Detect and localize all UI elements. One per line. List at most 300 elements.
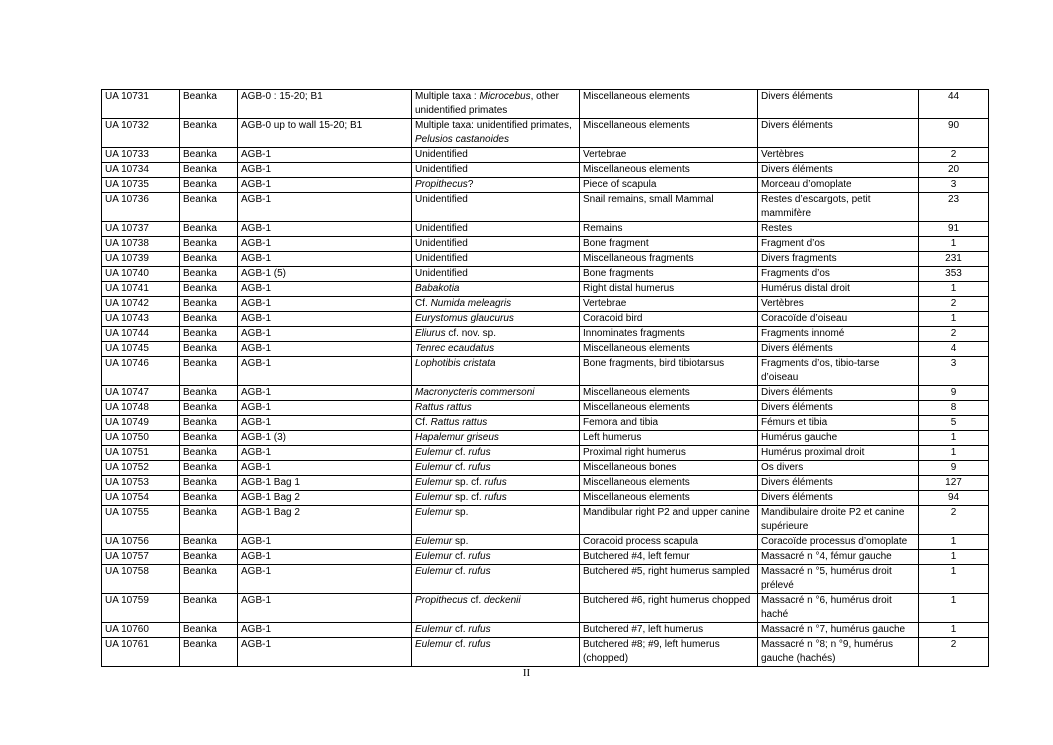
taxon-text-part: cf. (452, 639, 469, 650)
element-english-cell: Miscellaneous elements (580, 163, 758, 178)
table-row (102, 148, 989, 163)
element-french-cell: Restes d’escargots, petit mammifère (758, 193, 919, 222)
count-cell: 2 (919, 327, 989, 342)
table-row (102, 342, 989, 357)
site-cell: Beanka (180, 506, 238, 535)
site-cell: Beanka (180, 446, 238, 461)
site-cell: Beanka (180, 535, 238, 550)
locality-cell: AGB-1 (238, 535, 412, 550)
taxon-text-part: ? (467, 179, 474, 190)
taxon-cell (412, 148, 580, 163)
element-english-cell: Proximal right humerus (580, 446, 758, 461)
count-cell: 1 (919, 623, 989, 638)
taxon-text-part: cf. (467, 595, 484, 606)
locality-cell: AGB-1 (238, 342, 412, 357)
table-row (102, 550, 989, 565)
element-french-cell: Humérus gauche (758, 431, 919, 446)
element-french-cell: Fragments d’os, tibio-tarse d’oiseau (758, 357, 919, 386)
element-english-cell: Butchered #4, left femur (580, 550, 758, 565)
taxon-cell (412, 638, 580, 667)
locality-cell: AGB-1 (238, 312, 412, 327)
taxon-italic-part: Eulemur (415, 566, 453, 577)
element-english-cell: Butchered #8; #9, left humerus (chopped) (580, 638, 758, 667)
site-cell: Beanka (180, 461, 238, 476)
catalog-number-cell: UA 10731 (102, 90, 180, 119)
taxon-text-part: cf. (452, 462, 469, 473)
element-french-cell: Humérus distal droit (758, 282, 919, 297)
catalog-number-cell: UA 10755 (102, 506, 180, 535)
taxon-italic-part: rufus (484, 477, 507, 488)
taxon-italic-part: rufus (468, 462, 491, 473)
site-cell: Beanka (180, 565, 238, 594)
element-french-cell: Coracoïde d’oiseau (758, 312, 919, 327)
catalog-number-cell: UA 10738 (102, 237, 180, 252)
catalog-number-cell: UA 10761 (102, 638, 180, 667)
taxon-italic-part: Lophotibis cristata (415, 358, 496, 369)
catalog-number-cell: UA 10744 (102, 327, 180, 342)
locality-cell: AGB-1 (238, 222, 412, 237)
table-row (102, 506, 989, 535)
element-english-cell: Miscellaneous bones (580, 461, 758, 476)
catalog-number-cell: UA 10760 (102, 623, 180, 638)
taxon-cell (412, 416, 580, 431)
locality-cell: AGB-1 (238, 282, 412, 297)
element-french-cell: Mandibulaire droite P2 et canine supérieure (758, 506, 919, 535)
table-row (102, 163, 989, 178)
element-french-cell: Fragments innomé (758, 327, 919, 342)
count-cell: 1 (919, 282, 989, 297)
taxon-text-part: Unidentified (415, 238, 468, 249)
element-french-cell: Divers éléments (758, 476, 919, 491)
locality-cell: AGB-1 (238, 252, 412, 267)
count-cell: 90 (919, 119, 989, 148)
taxon-italic-part: Eulemur (415, 477, 453, 488)
taxon-italic-part: Eulemur (415, 447, 453, 458)
taxon-cell (412, 327, 580, 342)
taxon-cell (412, 193, 580, 222)
table-row (102, 431, 989, 446)
taxon-cell (412, 386, 580, 401)
taxon-italic-part: Rattus rattus (415, 402, 472, 413)
element-french-cell: Os divers (758, 461, 919, 476)
taxon-italic-part: Babakotia (415, 283, 460, 294)
element-english-cell: Left humerus (580, 431, 758, 446)
taxon-cell (412, 565, 580, 594)
catalog-number-cell: UA 10732 (102, 119, 180, 148)
site-cell: Beanka (180, 90, 238, 119)
taxon-cell (412, 446, 580, 461)
element-english-cell: Miscellaneous elements (580, 119, 758, 148)
count-cell: 1 (919, 431, 989, 446)
element-english-cell: Snail remains, small Mammal (580, 193, 758, 222)
catalog-number-cell: UA 10742 (102, 297, 180, 312)
site-cell: Beanka (180, 476, 238, 491)
site-cell: Beanka (180, 119, 238, 148)
table-row (102, 282, 989, 297)
taxon-italic-part: rufus (468, 566, 491, 577)
element-french-cell: Divers éléments (758, 119, 919, 148)
element-english-cell: Right distal humerus (580, 282, 758, 297)
table-row (102, 638, 989, 667)
site-cell: Beanka (180, 237, 238, 252)
site-cell: Beanka (180, 386, 238, 401)
locality-cell: AGB-1 (238, 401, 412, 416)
count-cell: 1 (919, 565, 989, 594)
specimen-catalog-table (101, 89, 989, 667)
catalog-number-cell: UA 10751 (102, 446, 180, 461)
table-row (102, 401, 989, 416)
taxon-text-part: Multiple taxa: unidentified primates, (415, 120, 572, 131)
taxon-text-part: Unidentified (415, 253, 468, 264)
count-cell: 1 (919, 446, 989, 461)
catalog-number-cell: UA 10747 (102, 386, 180, 401)
element-french-cell: Massacré n °4, fémur gauche (758, 550, 919, 565)
taxon-text-part: cf. (452, 566, 469, 577)
count-cell: 94 (919, 491, 989, 506)
taxon-cell (412, 476, 580, 491)
catalog-number-cell: UA 10752 (102, 461, 180, 476)
site-cell: Beanka (180, 401, 238, 416)
locality-cell: AGB-1 Bag 2 (238, 506, 412, 535)
taxon-cell (412, 535, 580, 550)
catalog-number-cell: UA 10753 (102, 476, 180, 491)
table-row (102, 90, 989, 119)
site-cell: Beanka (180, 491, 238, 506)
taxon-italic-part: rufus (468, 624, 491, 635)
site-cell: Beanka (180, 163, 238, 178)
locality-cell: AGB-1 (238, 327, 412, 342)
site-cell: Beanka (180, 282, 238, 297)
taxon-cell (412, 119, 580, 148)
taxon-cell (412, 506, 580, 535)
taxon-cell (412, 267, 580, 282)
taxon-text-part: sp. (452, 507, 469, 518)
taxon-italic-part: Eulemur (415, 507, 453, 518)
site-cell: Beanka (180, 416, 238, 431)
locality-cell: AGB-1 (238, 416, 412, 431)
element-french-cell: Morceau d’omoplate (758, 178, 919, 193)
count-cell: 20 (919, 163, 989, 178)
table-row (102, 178, 989, 193)
table-row (102, 193, 989, 222)
count-cell: 3 (919, 357, 989, 386)
table-row (102, 491, 989, 506)
taxon-italic-part: Hapalemur griseus (415, 432, 499, 443)
count-cell: 9 (919, 461, 989, 476)
taxon-italic-part: Numida meleagris (430, 298, 512, 309)
element-english-cell: Femora and tibia (580, 416, 758, 431)
taxon-text-part: Unidentified (415, 164, 468, 175)
element-french-cell: Massacré n °5, humérus droit prélevé (758, 565, 919, 594)
catalog-number-cell: UA 10741 (102, 282, 180, 297)
element-french-cell: Divers éléments (758, 491, 919, 506)
element-english-cell: Butchered #7, left humerus (580, 623, 758, 638)
element-english-cell: Bone fragment (580, 237, 758, 252)
table-row (102, 446, 989, 461)
count-cell: 2 (919, 148, 989, 163)
site-cell: Beanka (180, 594, 238, 623)
element-english-cell: Butchered #6, right humerus chopped (580, 594, 758, 623)
table-row (102, 623, 989, 638)
element-english-cell: Bone fragments (580, 267, 758, 282)
site-cell: Beanka (180, 623, 238, 638)
locality-cell: AGB-1 (238, 237, 412, 252)
count-cell: 2 (919, 638, 989, 667)
count-cell: 1 (919, 550, 989, 565)
element-english-cell: Vertebrae (580, 148, 758, 163)
site-cell: Beanka (180, 193, 238, 222)
site-cell: Beanka (180, 550, 238, 565)
table-row (102, 312, 989, 327)
element-french-cell: Divers éléments (758, 342, 919, 357)
taxon-text-part: cf. nov. sp. (445, 328, 496, 339)
site-cell: Beanka (180, 357, 238, 386)
taxon-italic-part: Tenrec ecaudatus (415, 343, 495, 354)
taxon-italic-part: deckenii (483, 595, 521, 606)
element-english-cell: Miscellaneous fragments (580, 252, 758, 267)
taxon-italic-part: Eurystomus glaucurus (415, 313, 514, 324)
taxon-italic-part: Eulemur (415, 536, 453, 547)
site-cell: Beanka (180, 222, 238, 237)
element-french-cell: Vertèbres (758, 297, 919, 312)
locality-cell: AGB-1 (238, 163, 412, 178)
table-row (102, 222, 989, 237)
taxon-cell (412, 550, 580, 565)
catalog-number-cell: UA 10759 (102, 594, 180, 623)
catalog-number-cell: UA 10757 (102, 550, 180, 565)
catalog-number-cell: UA 10733 (102, 148, 180, 163)
taxon-text-part: Unidentified (415, 149, 468, 160)
taxon-italic-part: rufus (468, 447, 491, 458)
taxon-italic-part: Eulemur (415, 462, 453, 473)
table-row (102, 535, 989, 550)
taxon-italic-part: Rattus rattus (430, 417, 488, 428)
element-english-cell: Coracoid bird (580, 312, 758, 327)
taxon-italic-part: Pelusios castanoides (415, 134, 509, 145)
locality-cell: AGB-1 (238, 623, 412, 638)
element-english-cell: Vertebrae (580, 297, 758, 312)
taxon-italic-part: Propithecus (415, 179, 468, 190)
count-cell: 4 (919, 342, 989, 357)
taxon-cell (412, 357, 580, 386)
element-french-cell: Vertèbres (758, 148, 919, 163)
locality-cell: AGB-1 (238, 178, 412, 193)
element-french-cell: Divers éléments (758, 163, 919, 178)
site-cell: Beanka (180, 148, 238, 163)
catalog-number-cell: UA 10736 (102, 193, 180, 222)
locality-cell: AGB-1 Bag 2 (238, 491, 412, 506)
count-cell: 91 (919, 222, 989, 237)
element-french-cell: Divers fragments (758, 252, 919, 267)
locality-cell: AGB-1 (238, 297, 412, 312)
table-row (102, 594, 989, 623)
taxon-cell (412, 623, 580, 638)
locality-cell: AGB-0 up to wall 15-20; B1 (238, 119, 412, 148)
element-french-cell: Massacré n °6, humérus droit haché (758, 594, 919, 623)
catalog-number-cell: UA 10746 (102, 357, 180, 386)
element-french-cell: Divers éléments (758, 401, 919, 416)
catalog-number-cell: UA 10756 (102, 535, 180, 550)
taxon-cell (412, 237, 580, 252)
locality-cell: AGB-1 (238, 550, 412, 565)
taxon-italic-part: Propithecus (415, 595, 468, 606)
taxon-italic-part: rufus (484, 492, 507, 503)
taxon-text-part: cf. (452, 624, 469, 635)
element-english-cell: Butchered #5, right humerus sampled (580, 565, 758, 594)
count-cell: 2 (919, 297, 989, 312)
table-row (102, 237, 989, 252)
taxon-italic-part: Eulemur (415, 639, 453, 650)
table-row (102, 565, 989, 594)
locality-cell: AGB-0 : 15-20; B1 (238, 90, 412, 119)
locality-cell: AGB-1 (3) (238, 431, 412, 446)
locality-cell: AGB-1 (238, 357, 412, 386)
element-english-cell: Miscellaneous elements (580, 386, 758, 401)
element-english-cell: Miscellaneous elements (580, 491, 758, 506)
count-cell: 5 (919, 416, 989, 431)
taxon-cell (412, 431, 580, 446)
locality-cell: AGB-1 (238, 386, 412, 401)
table-row (102, 267, 989, 282)
taxon-italic-part: rufus (468, 639, 491, 650)
site-cell: Beanka (180, 431, 238, 446)
taxon-italic-part: Microcebus (479, 91, 531, 102)
locality-cell: AGB-1 (238, 594, 412, 623)
taxon-text-part: Unidentified (415, 223, 468, 234)
element-french-cell: Fémurs et tibia (758, 416, 919, 431)
count-cell: 23 (919, 193, 989, 222)
taxon-cell (412, 461, 580, 476)
taxon-cell (412, 252, 580, 267)
catalog-number-cell: UA 10754 (102, 491, 180, 506)
catalog-number-cell: UA 10745 (102, 342, 180, 357)
element-english-cell: Miscellaneous elements (580, 476, 758, 491)
element-french-cell: Divers éléments (758, 386, 919, 401)
table-row (102, 357, 989, 386)
taxon-cell (412, 282, 580, 297)
locality-cell: AGB-1 (238, 446, 412, 461)
taxon-text-part: Cf. (415, 417, 431, 428)
taxon-italic-part: Macronycteris commersoni (415, 387, 535, 398)
table-row (102, 476, 989, 491)
catalog-number-cell: UA 10750 (102, 431, 180, 446)
element-french-cell: Divers éléments (758, 90, 919, 119)
table-row (102, 416, 989, 431)
table-row (102, 297, 989, 312)
catalog-number-cell: UA 10739 (102, 252, 180, 267)
catalog-number-cell: UA 10749 (102, 416, 180, 431)
taxon-cell (412, 297, 580, 312)
count-cell: 353 (919, 267, 989, 282)
element-french-cell: Fragments d’os (758, 267, 919, 282)
catalog-number-cell: UA 10734 (102, 163, 180, 178)
count-cell: 1 (919, 237, 989, 252)
taxon-italic-part: Eulemur (415, 551, 453, 562)
element-french-cell: Humérus proximal droit (758, 446, 919, 461)
locality-cell: AGB-1 (238, 148, 412, 163)
catalog-number-cell: UA 10737 (102, 222, 180, 237)
count-cell: 44 (919, 90, 989, 119)
taxon-text-part: sp. cf. (452, 477, 485, 488)
taxon-italic-part: rufus (468, 551, 491, 562)
count-cell: 231 (919, 252, 989, 267)
site-cell: Beanka (180, 342, 238, 357)
taxon-cell (412, 342, 580, 357)
count-cell: 8 (919, 401, 989, 416)
element-french-cell: Massacré n °8; n °9, humérus gauche (hachés) (758, 638, 919, 667)
taxon-text-part: sp. cf. (452, 492, 485, 503)
count-cell: 3 (919, 178, 989, 193)
count-cell: 1 (919, 312, 989, 327)
taxon-cell (412, 312, 580, 327)
count-cell: 9 (919, 386, 989, 401)
table-row (102, 327, 989, 342)
element-french-cell: Massacré n °7, humérus gauche (758, 623, 919, 638)
element-english-cell: Innominates fragments (580, 327, 758, 342)
table-row (102, 461, 989, 476)
catalog-number-cell: UA 10735 (102, 178, 180, 193)
element-english-cell: Bone fragments, bird tibiotarsus (580, 357, 758, 386)
element-french-cell: Coracoïde processus d’omoplate (758, 535, 919, 550)
locality-cell: AGB-1 (5) (238, 267, 412, 282)
taxon-cell (412, 90, 580, 119)
count-cell: 127 (919, 476, 989, 491)
element-english-cell: Coracoid process scapula (580, 535, 758, 550)
table-row (102, 252, 989, 267)
element-english-cell: Miscellaneous elements (580, 90, 758, 119)
taxon-cell (412, 178, 580, 193)
site-cell: Beanka (180, 178, 238, 193)
taxon-text-part: Unidentified (415, 194, 468, 205)
element-french-cell: Restes (758, 222, 919, 237)
taxon-cell (412, 491, 580, 506)
catalog-body (102, 90, 989, 667)
locality-cell: AGB-1 (238, 638, 412, 667)
taxon-text-part: cf. (452, 551, 469, 562)
taxon-cell (412, 594, 580, 623)
element-english-cell: Remains (580, 222, 758, 237)
catalog-number-cell: UA 10758 (102, 565, 180, 594)
site-cell: Beanka (180, 252, 238, 267)
taxon-text-part: Cf. (415, 298, 431, 309)
taxon-cell (412, 222, 580, 237)
site-cell: Beanka (180, 638, 238, 667)
element-french-cell: Fragment d’os (758, 237, 919, 252)
element-english-cell: Miscellaneous elements (580, 401, 758, 416)
element-english-cell: Mandibular right P2 and upper canine (580, 506, 758, 535)
locality-cell: AGB-1 (238, 461, 412, 476)
site-cell: Beanka (180, 312, 238, 327)
locality-cell: AGB-1 (238, 193, 412, 222)
count-cell: 1 (919, 535, 989, 550)
taxon-italic-part: Eulemur (415, 492, 453, 503)
locality-cell: AGB-1 (238, 565, 412, 594)
taxon-text-part: Multiple taxa : (415, 91, 480, 102)
taxon-italic-part: Eliurus (415, 328, 446, 339)
count-cell: 1 (919, 594, 989, 623)
catalog-number-cell: UA 10748 (102, 401, 180, 416)
site-cell: Beanka (180, 267, 238, 282)
taxon-text-part: sp. (452, 536, 469, 547)
element-english-cell: Miscellaneous elements (580, 342, 758, 357)
table-row (102, 386, 989, 401)
catalog-number-cell: UA 10740 (102, 267, 180, 282)
site-cell: Beanka (180, 327, 238, 342)
element-english-cell: Piece of scapula (580, 178, 758, 193)
count-cell: 2 (919, 506, 989, 535)
taxon-text-part: Unidentified (415, 268, 468, 279)
taxon-text-part: , other unidentified primates (415, 91, 559, 116)
